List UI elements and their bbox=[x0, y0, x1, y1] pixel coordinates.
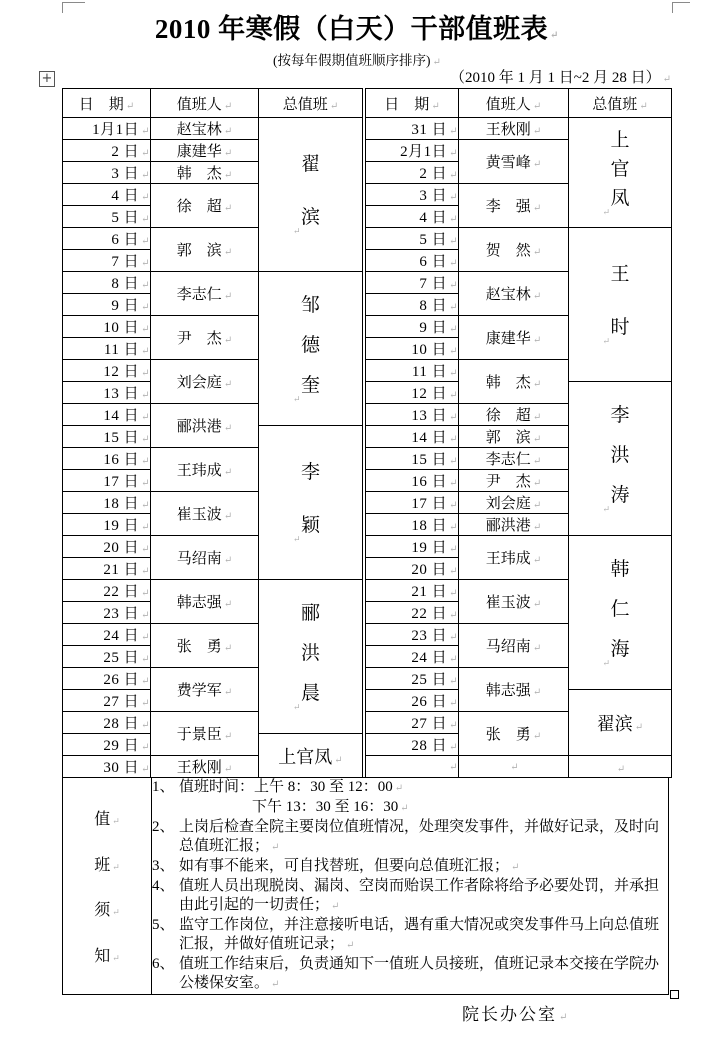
right-person-cell: 刘会庭 ↵ bbox=[459, 492, 569, 514]
left-header-supervisor: 总值班 ↵ bbox=[259, 89, 363, 118]
left-date-cell: 2 日 ↵ bbox=[63, 140, 151, 162]
right-date-cell: 18 日 ↵ bbox=[366, 514, 459, 536]
left-date-cell: 18 日 ↵ bbox=[63, 492, 151, 514]
left-date-cell: 26 日 ↵ bbox=[63, 668, 151, 690]
left-supervisor-cell: 郦 洪 晨 ↵ bbox=[259, 580, 363, 734]
footer-signature: 院长办公室 ↵ bbox=[462, 1000, 569, 1025]
note-item bbox=[152, 818, 668, 857]
note-item bbox=[152, 857, 668, 877]
right-person-cell: 郭 滨 ↵ bbox=[459, 426, 569, 448]
right-person-cell: 贺 然 ↵ bbox=[459, 228, 569, 272]
duty-table-january bbox=[62, 88, 363, 778]
left-person-cell: 费学军 ↵ bbox=[151, 668, 259, 712]
left-date-cell: 23 日 ↵ bbox=[63, 602, 151, 624]
left-person-cell: 尹 杰 ↵ bbox=[151, 316, 259, 360]
right-date-cell: 28 日 ↵ bbox=[366, 734, 459, 756]
left-date-cell: 29 日 ↵ bbox=[63, 734, 151, 756]
left-date-cell: 3 日 ↵ bbox=[63, 162, 151, 184]
note-item bbox=[152, 955, 668, 994]
note-text: 上岗后检查全院主要岗位值班情况，处理突发事件，并做好记录，及时向总值班汇报； ↵ bbox=[179, 818, 668, 857]
right-date-cell bbox=[366, 756, 459, 778]
right-date-cell: 2 日 ↵ bbox=[366, 162, 459, 184]
left-supervisor-cell: 翟 滨 ↵ bbox=[259, 118, 363, 272]
right-date-cell: 24 日 ↵ bbox=[366, 646, 459, 668]
left-date-cell: 25 日 ↵ bbox=[63, 646, 151, 668]
right-supervisor-cell: 翟滨 ↵ bbox=[569, 690, 672, 756]
left-date-cell: 20 日 ↵ bbox=[63, 536, 151, 558]
left-supervisor-cell: 李 颖 ↵ bbox=[259, 426, 363, 580]
right-person-cell bbox=[459, 756, 569, 778]
note-number: 5、 bbox=[152, 917, 175, 933]
page-title: 2010 年寒假（白天）干部值班表 ↵ bbox=[0, 7, 714, 46]
note-number: 6、 bbox=[152, 956, 175, 972]
note-item bbox=[152, 877, 668, 916]
left-person-cell: 赵宝林 ↵ bbox=[151, 118, 259, 140]
left-person-cell: 张 勇 ↵ bbox=[151, 624, 259, 668]
right-person-cell: 李 强 ↵ bbox=[459, 184, 569, 228]
left-supervisor-cell: 邹 德 奎 ↵ bbox=[259, 272, 363, 426]
right-supervisor-cell bbox=[569, 756, 672, 778]
left-person-cell: 于景臣 ↵ bbox=[151, 712, 259, 756]
right-date-cell: 7 日 ↵ bbox=[366, 272, 459, 294]
left-date-cell: 12 日 ↵ bbox=[63, 360, 151, 382]
left-date-cell: 14 日 ↵ bbox=[63, 404, 151, 426]
right-date-cell: 5 日 ↵ bbox=[366, 228, 459, 250]
table-resize-handle-icon[interactable] bbox=[670, 990, 679, 999]
left-date-cell: 9 日 ↵ bbox=[63, 294, 151, 316]
right-person-cell: 崔玉波 ↵ bbox=[459, 580, 569, 624]
left-person-cell: 韩志强 ↵ bbox=[151, 580, 259, 624]
note-item bbox=[152, 778, 668, 798]
right-person-cell: 韩志强 ↵ bbox=[459, 668, 569, 712]
right-header-date: 日 期 ↵ bbox=[366, 89, 459, 118]
left-date-cell: 15 日 ↵ bbox=[63, 426, 151, 448]
right-person-cell: 康建华 ↵ bbox=[459, 316, 569, 360]
notes-vertical-label: 值 ↵ 班 ↵ 须 ↵ 知 ↵ bbox=[63, 784, 151, 989]
right-date-cell: 22 日 ↵ bbox=[366, 602, 459, 624]
left-header-person: 值班人 ↵ bbox=[151, 89, 259, 118]
note-number: 3、 bbox=[152, 858, 175, 874]
left-date-cell: 28 日 ↵ bbox=[63, 712, 151, 734]
right-date-cell: 17 日 ↵ bbox=[366, 492, 459, 514]
left-date-cell: 10 日 ↵ bbox=[63, 316, 151, 338]
left-date-cell: 5 日 ↵ bbox=[63, 206, 151, 228]
left-person-cell: 郦洪港 ↵ bbox=[151, 404, 259, 448]
right-date-cell: 21 日 ↵ bbox=[366, 580, 459, 602]
left-date-cell: 27 日 ↵ bbox=[63, 690, 151, 712]
right-person-cell: 王玮成 ↵ bbox=[459, 536, 569, 580]
right-person-cell: 徐 超 ↵ bbox=[459, 404, 569, 426]
left-person-cell: 马绍南 ↵ bbox=[151, 536, 259, 580]
note-subline: 下午 13：30 至 16：30 ↵ bbox=[252, 798, 668, 818]
left-date-cell: 8 日 ↵ bbox=[63, 272, 151, 294]
notes-content-cell bbox=[152, 778, 669, 995]
left-date-cell: 11 日 ↵ bbox=[63, 338, 151, 360]
right-supervisor-cell: 李 洪 涛 ↵ bbox=[569, 382, 672, 536]
note-number: 1、 bbox=[152, 779, 175, 795]
left-person-cell: 郭 滨 ↵ bbox=[151, 228, 259, 272]
left-date-cell: 16 日 ↵ bbox=[63, 448, 151, 470]
left-supervisor-cell: 上官凤 ↵ bbox=[259, 734, 363, 778]
left-date-cell: 19 日 ↵ bbox=[63, 514, 151, 536]
note-text: 监守工作岗位，并注意接听电话，遇有重大情况或突发事件马上向总值班汇报，并做好值班记录； ↵ bbox=[179, 916, 668, 955]
left-date-cell: 17 日 ↵ bbox=[63, 470, 151, 492]
right-date-cell: 31 日 ↵ bbox=[366, 118, 459, 140]
right-date-cell: 2月1日 ↵ bbox=[366, 140, 459, 162]
right-header-person: 值班人 ↵ bbox=[459, 89, 569, 118]
right-person-cell: 张 勇 ↵ bbox=[459, 712, 569, 756]
right-date-cell: 19 日 ↵ bbox=[366, 536, 459, 558]
right-date-cell: 13 日 ↵ bbox=[366, 404, 459, 426]
right-person-cell: 李志仁 ↵ bbox=[459, 448, 569, 470]
note-number: 4、 bbox=[152, 878, 175, 894]
left-date-cell: 6 日 ↵ bbox=[63, 228, 151, 250]
left-date-cell: 24 日 ↵ bbox=[63, 624, 151, 646]
note-item bbox=[152, 916, 668, 955]
left-person-cell: 徐 超 ↵ bbox=[151, 184, 259, 228]
left-person-cell: 韩 杰 ↵ bbox=[151, 162, 259, 184]
left-date-cell: 13 日 ↵ bbox=[63, 382, 151, 404]
note-text: 值班时间：上午 8：30 至 12：00 ↵ bbox=[179, 778, 668, 798]
right-date-cell: 12 日 ↵ bbox=[366, 382, 459, 404]
left-date-cell: 7 日 ↵ bbox=[63, 250, 151, 272]
note-text: 值班工作结束后，负责通知下一值班人员接班，值班记录本交接在学院办公楼保安室。 ↵ bbox=[179, 955, 668, 994]
right-date-cell: 9 日 ↵ bbox=[366, 316, 459, 338]
right-person-cell: 郦洪港 ↵ bbox=[459, 514, 569, 536]
left-date-cell: 21 日 ↵ bbox=[63, 558, 151, 580]
right-date-cell: 8 日 ↵ bbox=[366, 294, 459, 316]
note-text: 值班人员出现脱岗、漏岗、空岗而贻误工作者除将给予必要处罚，并承担由此引起的一切责任； ↵ bbox=[179, 877, 668, 916]
notes-label-cell bbox=[63, 778, 152, 995]
duty-table-february bbox=[365, 88, 672, 778]
left-person-cell: 崔玉波 ↵ bbox=[151, 492, 259, 536]
right-date-cell: 10 日 ↵ bbox=[366, 338, 459, 360]
right-person-cell: 王秋刚 ↵ bbox=[459, 118, 569, 140]
left-person-cell: 李志仁 ↵ bbox=[151, 272, 259, 316]
left-header-date: 日 期 ↵ bbox=[63, 89, 151, 118]
left-person-cell: 王玮成 ↵ bbox=[151, 448, 259, 492]
note-text: 如有事不能来，可自找替班，但要向总值班汇报； ↵ bbox=[179, 857, 668, 877]
right-date-cell: 25 日 ↵ bbox=[366, 668, 459, 690]
right-person-cell: 尹 杰 ↵ bbox=[459, 470, 569, 492]
right-date-cell: 14 日 ↵ bbox=[366, 426, 459, 448]
left-date-cell: 4 日 ↵ bbox=[63, 184, 151, 206]
right-supervisor-cell: 王 时 ↵ bbox=[569, 228, 672, 382]
duty-notes-section bbox=[62, 777, 669, 995]
right-person-cell: 黄雪峰 ↵ bbox=[459, 140, 569, 184]
right-person-cell: 马绍南 ↵ bbox=[459, 624, 569, 668]
table-move-handle-icon[interactable]: + bbox=[39, 71, 55, 87]
page-subtitle: (按每年假期值班顺序排序) ↵ bbox=[0, 49, 714, 69]
right-date-cell: 27 日 ↵ bbox=[366, 712, 459, 734]
right-date-cell: 15 日 ↵ bbox=[366, 448, 459, 470]
right-person-cell: 赵宝林 ↵ bbox=[459, 272, 569, 316]
right-date-cell: 3 日 ↵ bbox=[366, 184, 459, 206]
right-date-cell: 23 日 ↵ bbox=[366, 624, 459, 646]
date-range-caption: （2010 年 1 月 1 日~2 月 28 日） ↵ bbox=[0, 66, 671, 87]
left-date-cell: 1月1日 ↵ bbox=[63, 118, 151, 140]
note-number: 2、 bbox=[152, 819, 175, 835]
right-person-cell: 韩 杰 ↵ bbox=[459, 360, 569, 404]
left-date-cell: 30 日 ↵ bbox=[63, 756, 151, 778]
left-date-cell: 22 日 ↵ bbox=[63, 580, 151, 602]
right-date-cell: 26 日 ↵ bbox=[366, 690, 459, 712]
left-person-cell: 王秋刚 ↵ bbox=[151, 756, 259, 778]
right-header-supervisor: 总值班 ↵ bbox=[569, 89, 672, 118]
right-date-cell: 4 日 ↵ bbox=[366, 206, 459, 228]
right-date-cell: 6 日 ↵ bbox=[366, 250, 459, 272]
left-person-cell: 康建华 ↵ bbox=[151, 140, 259, 162]
right-supervisor-cell: 上 官 凤 ↵ bbox=[569, 118, 672, 228]
right-supervisor-cell: 韩 仁 海 ↵ bbox=[569, 536, 672, 690]
right-date-cell: 20 日 ↵ bbox=[366, 558, 459, 580]
right-date-cell: 11 日 ↵ bbox=[366, 360, 459, 382]
right-date-cell: 16 日 ↵ bbox=[366, 470, 459, 492]
left-person-cell: 刘会庭 ↵ bbox=[151, 360, 259, 404]
